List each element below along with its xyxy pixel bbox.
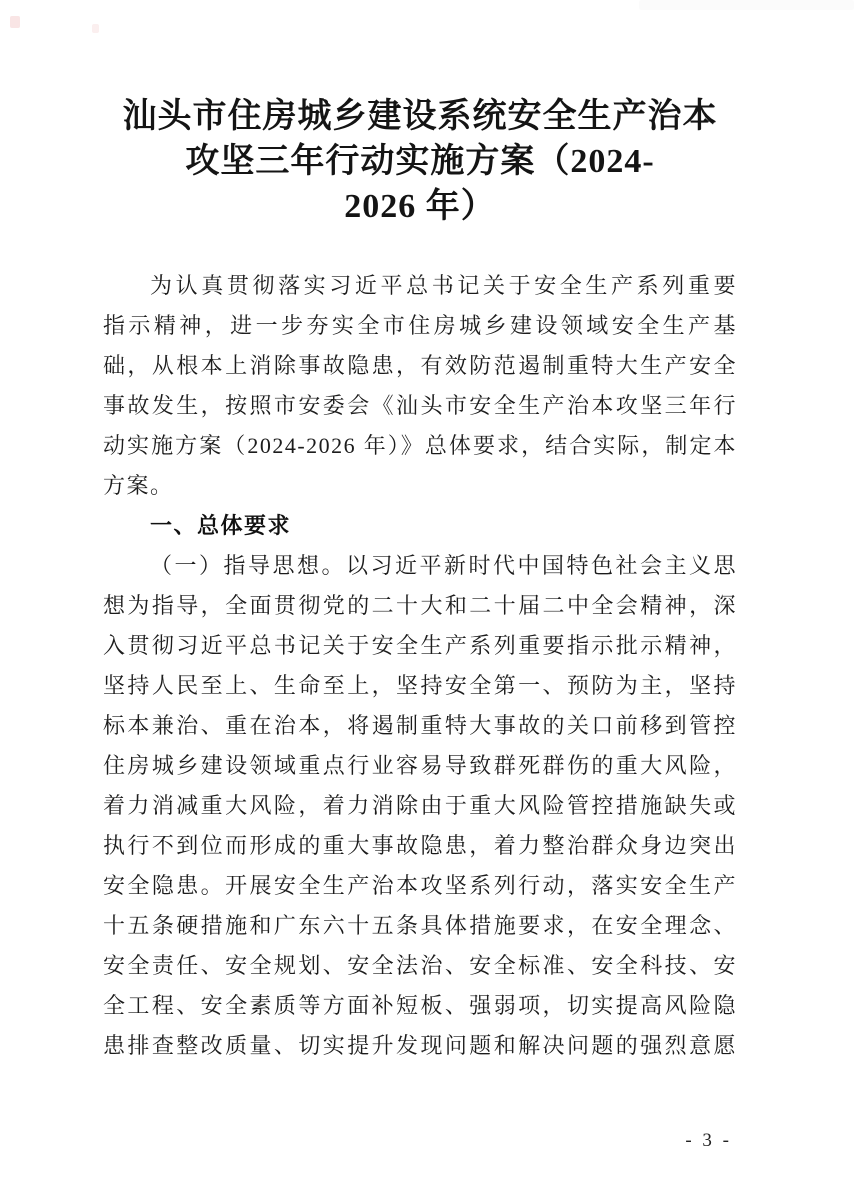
body-line: 执行不到位而形成的重大事故隐患，着力整治群众身边突出 [103,833,737,858]
body-line: 安全责任、安全规划、安全法治、安全标准、安全科技、安 [103,953,737,978]
page-number: - 3 - [685,1130,732,1151]
document-title [103,94,737,229]
document-title-line: 2026 年） [344,188,496,225]
scan-artifact [92,24,99,33]
body-line: 患排查整改质量、切实提升发现问题和解决问题的强烈意愿 [103,1033,737,1058]
body-line: 动实施方案（2024-2026 年）》总体要求，结合实际，制定本 [103,433,737,458]
scan-artifact [10,16,20,28]
body-line: 坚持人民至上、生命至上，坚持安全第一、预防为主，坚持 [103,673,737,698]
document-body [103,266,737,1066]
body-line: 指示精神，进一步夯实全市住房城乡建设领域安全生产基 [103,313,737,338]
body-line: 全工程、安全素质等方面补短板、强弱项，切实提高风险隐 [103,993,737,1018]
body-line: 方案。 [103,473,174,498]
body-line: 为认真贯彻落实习近平总书记关于安全生产系列重要 [150,273,737,298]
body-line: 十五条硬措施和广东六十五条具体措施要求，在安全理念、 [103,913,737,938]
section-heading: 一、总体要求 [150,513,292,538]
document-title-line: 攻坚三年行动实施方案（2024- [185,143,655,180]
body-line: 入贯彻习近平总书记关于安全生产系列重要指示批示精神， [103,633,737,658]
body-line: 安全隐患。开展安全生产治本攻坚系列行动，落实安全生产 [103,873,737,898]
body-line: 想为指导，全面贯彻党的二十大和二十届二中全会精神，深 [103,593,737,618]
body-line: 着力消减重大风险，着力消除由于重大风险管控措施缺失或 [103,793,737,818]
document-content [103,0,737,1066]
body-line: 住房城乡建设领域重点行业容易导致群死群伤的重大风险， [103,753,737,778]
document-title-line: 汕头市住房城乡建设系统安全生产治本 [122,98,718,135]
body-line: 事故发生，按照市安委会《汕头市安全生产治本攻坚三年行 [103,393,737,418]
body-line: 础，从根本上消除事故隐患，有效防范遏制重特大生产安全 [103,353,737,378]
body-line: （一）指导思想。以习近平新时代中国特色社会主义思 [150,553,737,578]
body-line: 标本兼治、重在治本，将遏制重特大事故的关口前移到管控 [103,713,737,738]
